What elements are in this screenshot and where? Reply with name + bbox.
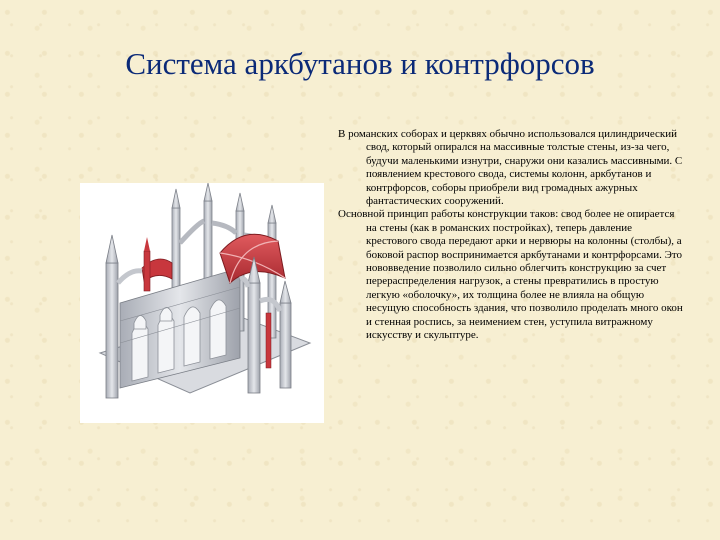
paragraph-romanesque-vault: В романских соборах и церквях обычно использовался цилиндрический свод, который опирался на массивные толстые стены, из-за чего, будучи маленькими изнутри, снаружи они казались массивными. С появлением крестового свода, системы колонн, аркбутанов и контрфорсов, соборы приобрели вид громадных ажурных фантастических сооружений. bbox=[338, 128, 683, 208]
body-text bbox=[338, 128, 683, 343]
slide-title: Система аркбутанов и контрфорсов bbox=[125, 46, 595, 81]
gothic-cathedral-illustration bbox=[80, 183, 324, 423]
paragraph-construction-principle: Основной принцип работы конструкции таков: свод более не опирается на стены (как в романских постройках), теперь давление крестового свода передают арки и нервюры на колонны (столбы), а боковой распор воспринимается аркбутанами и контрфорсами. Это нововведение позволило сильно облегчить конструкцию за счет перераспределения нагрузок, а стены превратились в простую легкую «оболочку», их толщина более не влияла на общую несущую способность здания, что позволило проделать много окон и стенная роспись, за неимением стен, уступила витражному искусству и скульптуре. bbox=[338, 208, 683, 342]
cathedral-structure-diagram bbox=[80, 183, 324, 423]
